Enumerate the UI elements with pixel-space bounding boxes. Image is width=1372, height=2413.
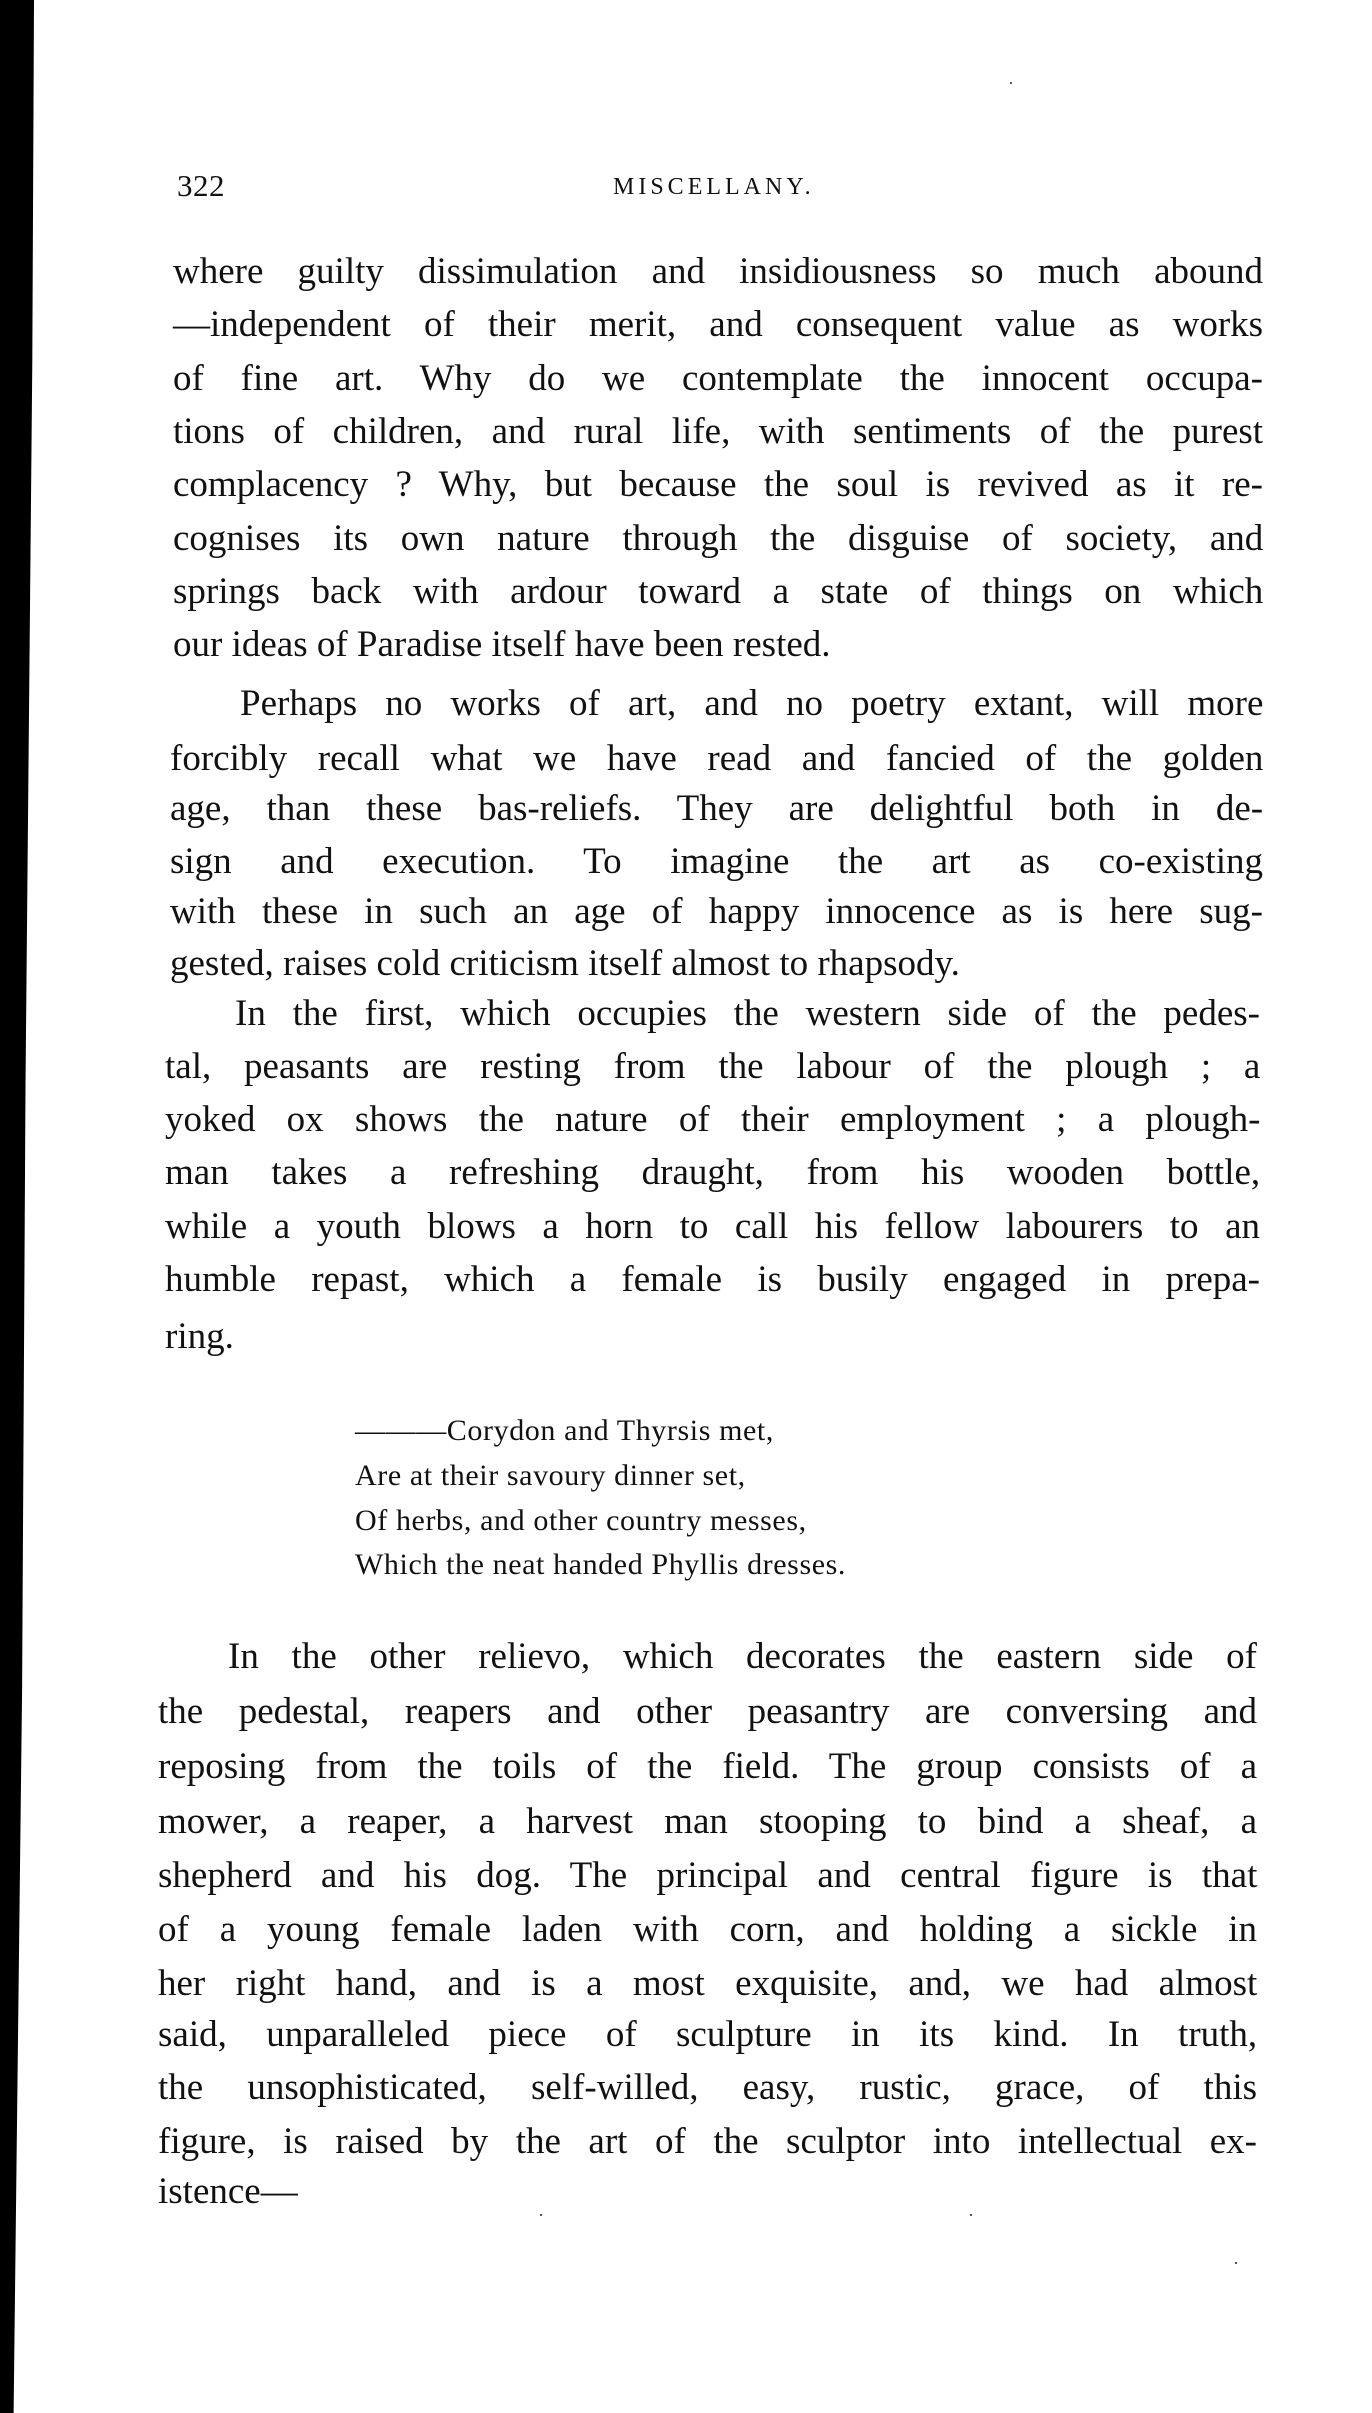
verse-line: Are at their savoury dinner set, [355,1459,746,1492]
text-line: cognises its own nature through the disguise of society, and [173,518,1264,559]
text-line: Perhaps no works of art, and no poetry extant, will more [240,683,1264,724]
text-line: In the other relievo, which decorates the eastern side of [228,1636,1257,1677]
text-line: age, than these bas-reliefs. They are delightful both in de- [170,788,1264,829]
text-line: our ideas of Paradise itself have been rested. [173,624,831,665]
text-line: of fine art. Why do we contemplate the innocent occupa- [173,358,1263,399]
text-line: humble repast, which a female is busily engaged in prepa- [165,1259,1260,1300]
text-line: the unsophisticated, self-willed, easy, rustic, grace, of this [158,2067,1257,2108]
text-line: said, unparalleled piece of sculpture in its kind. In truth, [158,2014,1258,2055]
text-line: mower, a reaper, a harvest man stooping to bind a sheaf, a [158,1801,1258,1842]
text-line: the pedestal, reapers and other peasantry are conversing and [158,1691,1257,1732]
text-line: figure, is raised by the art of the sculptor into intellectual ex- [158,2121,1257,2162]
page-number: 322 [177,168,225,203]
text-line: tal, peasants are resting from the labour of the plough ; a [165,1046,1261,1087]
verse-line: Which the neat handed Phyllis dresses. [355,1548,847,1581]
text-line: tions of children, and rural life, with sentiments of the purest [173,411,1264,452]
scan-speck [970,2214,972,2216]
text-line: —independent of their merit, and consequent value as works [173,304,1264,345]
text-line: shepherd and his dog. The principal and central figure is that [158,1855,1258,1896]
text-line: sign and execution. To imagine the art as co-existing [170,841,1263,882]
text-line: her right hand, and is a most exquisite, and, we had almost [158,1963,1258,2004]
text-line: where guilty dissimulation and insidiousness so much abound [173,251,1263,292]
text-line: ring. [165,1316,234,1357]
scan-speck [1010,82,1012,84]
text-line: istence— [158,2171,298,2212]
verse-line: Of herbs, and other country messes, [355,1504,807,1537]
text-line: springs back with ardour toward a state of things on which [173,571,1264,612]
text-line: of a young female laden with corn, and holding a sickle in [158,1909,1258,1950]
scan-speck [1235,2262,1237,2264]
text-line: In the first, which occupies the western side of the pedes- [235,993,1260,1034]
running-head: MISCELLANY. [613,174,815,200]
text-line: yoked ox shows the nature of their employment ; a plough- [165,1099,1261,1140]
text-line: with these in such an age of happy innocence as is here sug- [170,891,1263,932]
text-line: gested, raises cold criticism itself almost to rhapsody. [170,943,960,984]
scan-speck [540,2214,542,2216]
text-line: forcibly recall what we have read and fancied of the golden [170,738,1264,779]
text-line: man takes a refreshing draught, from his wooden bottle, [165,1152,1261,1193]
verse-line: ———Corydon and Thyrsis met, [355,1414,774,1447]
text-line: complacency ? Why, but because the soul is revived as it re- [173,464,1263,505]
text-line: reposing from the toils of the field. The group consists of a [158,1746,1257,1787]
book-binding-edge [0,0,34,2413]
text-line: while a youth blows a horn to call his fellow labourers to an [165,1206,1260,1247]
